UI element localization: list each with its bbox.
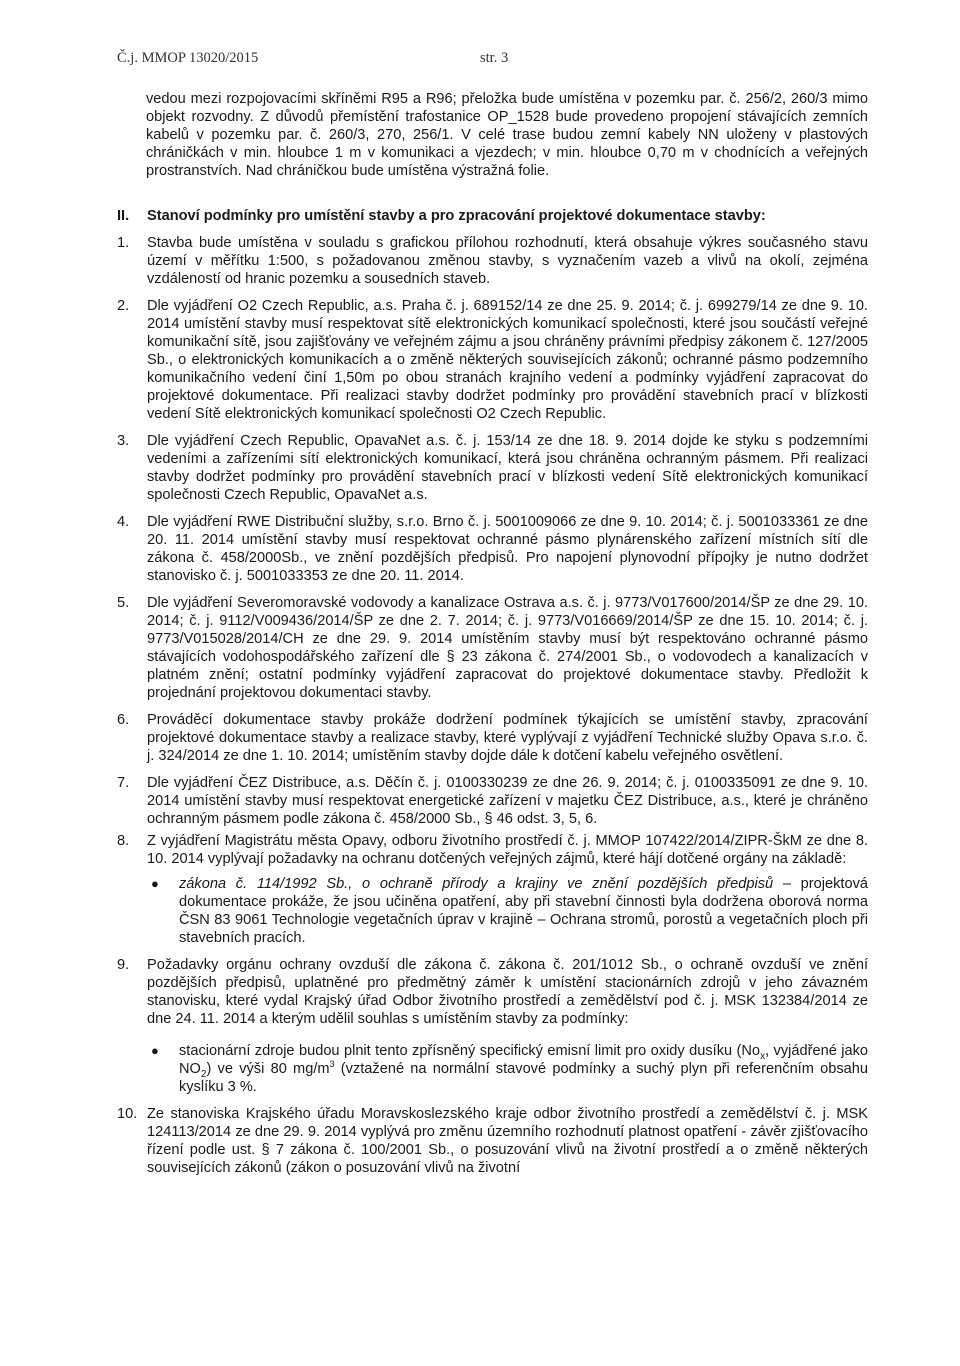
law-reference: zákona č. 114/1992 Sb., o ochraně přírody a krajiny ve znění pozdějších předpisů [179, 876, 774, 892]
item-text: Z vyjádření Magistrátu města Opavy, odboru životního prostředí č. j. MMOP 107422/2014/ZIPR-ŠkM ze dne 8. 10. 2014 vyplývají požadavky na ochranu dotčených veřejných zájmů, které hájí dotčené orgány na základě: [147, 833, 868, 867]
item-number: 4. [117, 514, 130, 530]
item-text: Dle vyjádření Czech Republic, OpavaNet a.s. č. j. 153/14 ze dne 18. 9. 2014 dojde ke styku s podzemními vedeními a zařízeními sítí elektronických komunikací, která jsou chráněna ochranným pásmem. Při realizaci stavby dodržet podmínky pro provádění stavebních prací v blízkosti vedení Sítě elektronických komunikací společnosti Czech Republic, OpavaNet a.s. [147, 433, 868, 503]
section-number: II. [117, 208, 130, 224]
list-item [117, 774, 868, 828]
list-item [117, 432, 868, 504]
list-item [117, 956, 868, 1096]
subscript: x [760, 1050, 766, 1062]
bullet-item [147, 1042, 868, 1096]
superscript: 3 [329, 1059, 335, 1070]
item-number: 10. [117, 1106, 138, 1122]
conditions-list [117, 234, 868, 1177]
bullet-text-part: (vztažené na normální stavové podmínky a suchý plyn při referenčním obsahu kyslíku 3 %. [179, 1061, 869, 1095]
list-item [117, 832, 868, 947]
item-number: 1. [117, 235, 130, 251]
list-item [117, 1105, 868, 1177]
section-heading [117, 207, 868, 225]
item-number: 6. [117, 712, 130, 728]
list-item [117, 234, 868, 288]
bullet-text-part: stacionární zdroje budou plnit tento zpřísněný specifický emisní limit pro oxidy dusíku (No [179, 1043, 761, 1059]
list-item [117, 594, 868, 702]
item-text: Prováděcí dokumentace stavby prokáže dodržení podmínek týkajících se umístění stavby, zpracování projektové dokumentace stavby a realizace stavby, které vyplývají z vyjádření Technické služby Opava s.r.o. č. j. 324/2014 ze dne 1. 10. 2014; umístěním stavby dojde dále k dotčení kabelu veřejného osvětlení. [147, 712, 868, 764]
section-title: Stanoví podmínky pro umístění stavby a pro zpracování projektové dokumentace stavby: [147, 208, 766, 224]
bullet-text [179, 875, 868, 947]
list-item [117, 297, 868, 423]
bullet-text-part: ) ve výši 80 mg/m [206, 1061, 330, 1077]
document-reference: Č.j. MMOP 13020/2015 [117, 50, 259, 66]
bullet-item [147, 875, 868, 947]
bullet-dot-icon: ● [151, 876, 159, 891]
item-number: 8. [117, 833, 130, 849]
item-text: Dle vyjádření RWE Distribuční služby, s.r.o. Brno č. j. 5001009066 ze dne 9. 10. 2014; č. j. 5001033361 ze dne 20. 11. 2014 umístění stavby musí respektovat ochranné pásmo plynárenského zařízení místních sítí dle zákona č. 458/2000Sb., ve znění pozdějších předpisů. Pro napojení plynovodní přípojky je nutno dodržet stanovisko č. j. 5001033353 ze dne 20. 11. 2014. [147, 514, 868, 584]
item-body [147, 832, 868, 947]
item-text: Stavba bude umístěna v souladu s grafickou přílohou rozhodnutí, která obsahuje výkres současného stavu území v měřítku 1:500, s požadovanou změnou stavby, s vyznačením vazeb a vlivů na okolí, zejména vzdáleností od hranic pozemku a sousedních staveb. [147, 235, 868, 287]
list-item [117, 711, 868, 765]
subscript: 2 [200, 1068, 207, 1080]
item-body [147, 956, 868, 1096]
item-number: 7. [117, 775, 130, 791]
bullet-rest: – projektová dokumentace prokáže, že jsou učiněna opatření, aby při stavební činnosti byla dodržena oborová norma ČSN 83 9061 Technologie vegetačních úprav v krajině – Ochrana stromů, porostů a vegetačních ploch při stavebních pracích. [179, 876, 868, 946]
bullet-text [179, 1042, 868, 1096]
bullet-text-part: , vyjádřené jako NO [179, 1043, 868, 1077]
item-text: Ze stanoviska Krajského úřadu Moravskoslezského kraje odbor životního prostředí a zemědělství č. j. MSK 124113/2014 ze dne 29. 9. 2014 vyplývá pro změnu územního rozhodnutí platnost opatření - závěr zjišťovacího řízení podle ust. § 7 zákona č. 100/2001 Sb., o posuzování vlivů na životní prostředí a o změně některých souvisejících zákonů (zákon o posuzování vlivů na životní [147, 1106, 868, 1176]
bullet-dot-icon: ● [151, 1043, 159, 1058]
item-text: Dle vyjádření Severomoravské vodovody a kanalizace Ostrava a.s. č. j. 9773/V017600/2014/ŠP ze dne 29. 10. 2014; č. j. 9112/V009436/2014/ŠP ze dne 2. 7. 2014; č. j. 9773/V016669/2014/ŠP ze dne 15. 10. 2014; č. j. 9773/V015028/2014/CH ze dne 29. 9. 2014 umístěním stavby musí být respektováno ochranné pásmo stávajících vodohospodářského zařízení dle § 23 zákona č. 274/2001 Sb., o vodovodech a kanalizacích v platném znění; ostatní podmínky vyjádření zapracovat do projektové dokumentace stavby. Předložit k projednání projektovou dokumentaci stavby. [147, 595, 868, 701]
bullet-list [147, 875, 868, 947]
item-number: 3. [117, 433, 130, 449]
item-text: Dle vyjádření O2 Czech Republic, a.s. Praha č. j. 689152/14 ze dne 25. 9. 2014; č. j. 699279/14 ze dne 9. 10. 2014 umístění stavby musí respektovat sítě elektronických komunikací společnosti, které jsou součástí veřejné komunikační sítě, jsou zajišťovány ve veřejném zájmu a jsou chráněny právními předpisy zákonem č. 127/2005 Sb., o elektronických komunikacích a o změně některých souvisejících zákonů; ochranné pásmo podzemního komunikačního vedení činí 1,50m po obou stranách krajního vedení a podmínky vyjádření zapracovat do projektové dokumentace. Při realizaci stavby dodržet podmínky pro provádění stavebních prací v blízkosti vedení Sítě elektronických komunikací společnosti O2 Czech Republic. [147, 298, 868, 422]
item-text: Požadavky orgánu ochrany ovzduší dle zákona č. zákona č. 201/1012 Sb., o ochraně ovzduší ve znění pozdějších předpisů, uplatněné pro předmětný záměr k umístění stacionárních zdrojů v jeho závazném stanovisku, které vydal Krajský úřad Odbor životního prostředí a zemědělství pod č. j. MSK 132384/2014 ze dne 24. 11. 2014 a kterým udělil souhlas s umístěním stavby za podmínky: [147, 957, 868, 1027]
item-number: 5. [117, 595, 130, 611]
item-number: 2. [117, 298, 130, 314]
item-number: 9. [117, 957, 130, 973]
bullet-list [147, 1042, 868, 1096]
page-number: str. 3 [480, 50, 509, 66]
intro-paragraph: vedou mezi rozpojovacími skříněmi R95 a R96; přeložka bude umístěna v pozemku par. č. 256/2, 260/3 mimo objekt rozvodny. Z důvodů přemístění trafostanice OP_1528 bude provedeno propojení stávajících zemních kabelů v pozemku par. č. 260/3, 270, 256/1. V celé trase budou zemní kabely NN uloženy v plastových chráničkách v min. hloubce 1 m v komunikaci a vjezdech; v min. hloubce 0,70 m v chodnících a veřejných prostranstvích. Nad chráničkou bude umístěna výstražná folie. [146, 91, 868, 179]
list-item [117, 513, 868, 585]
item-text: Dle vyjádření ČEZ Distribuce, a.s. Děčín č. j. 0100330239 ze dne 26. 9. 2014; č. j. 0100335091 ze dne 9. 10. 2014 umístění stavby musí respektovat energetické zařízení v majetku ČEZ Distribuce, a.s., které je chráněno ochranným pásmem podle zákona č. 458/2000 Sb., § 46 odst. 3, 5, 6. [147, 775, 868, 827]
document-body [117, 90, 868, 1186]
